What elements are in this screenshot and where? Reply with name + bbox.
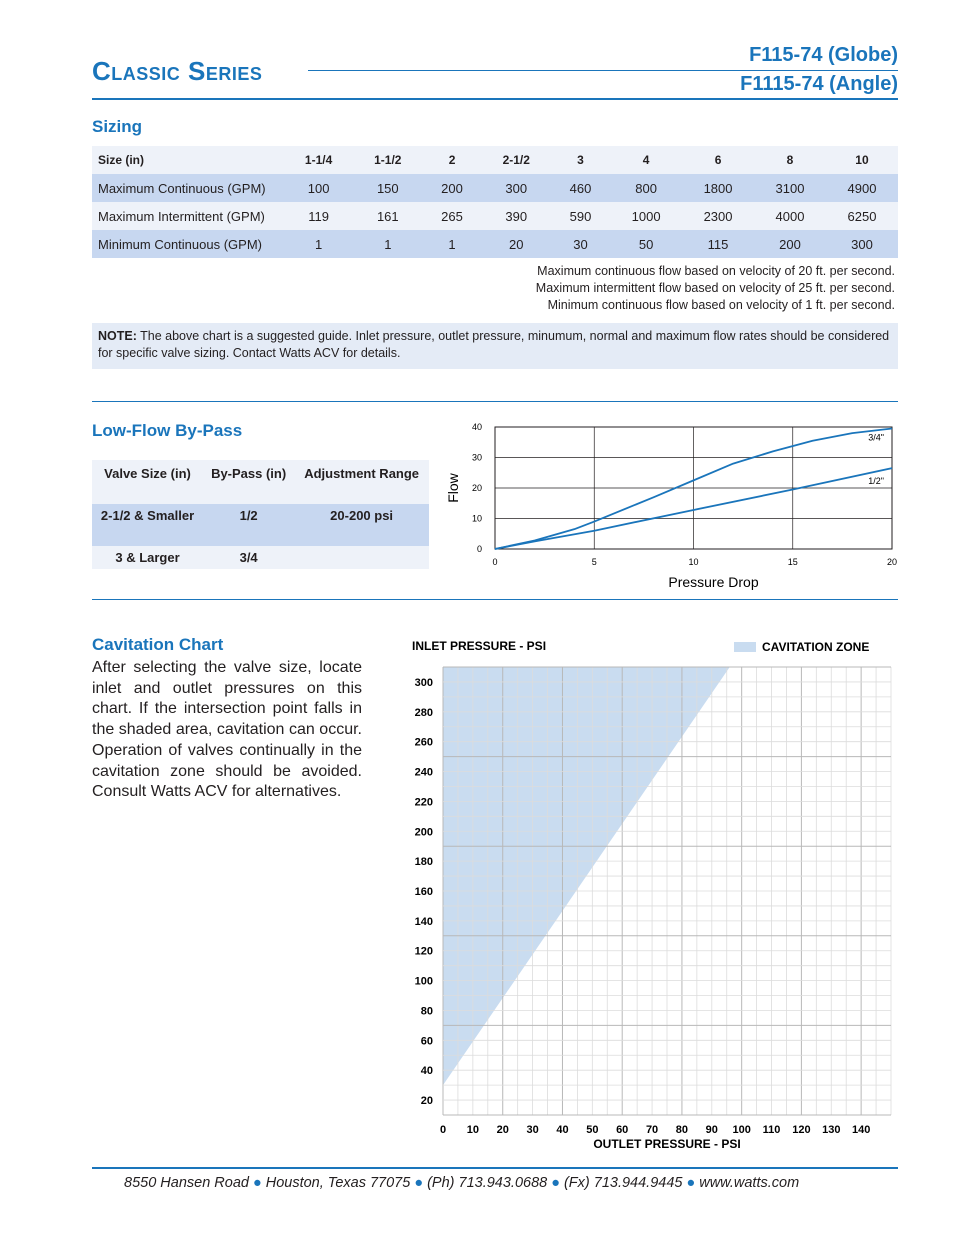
bullet-icon: ●: [252, 1175, 262, 1191]
table-cell: Valve Size (in): [92, 460, 203, 504]
table-row: [92, 504, 429, 546]
x-tick-label: 15: [787, 557, 798, 567]
x-tick-label: 0: [439, 1124, 447, 1136]
table-cell: 300: [482, 174, 551, 202]
x-tick-label: 30: [526, 1124, 539, 1136]
x-tick-label: 140: [851, 1124, 871, 1136]
table-cell: Maximum Continuous (GPM): [92, 174, 284, 202]
table-cell: 150: [353, 174, 422, 202]
footer-web[interactable]: www.watts.com: [699, 1175, 800, 1191]
table-cell: 1800: [682, 174, 754, 202]
legend-label: CAVITATION ZONE: [762, 640, 870, 654]
sizing-heading: Sizing: [92, 117, 143, 136]
table-cell: 1-1/4: [284, 146, 353, 174]
table-cell: Minimum Continuous (GPM): [92, 230, 284, 258]
y-tick-label: 40: [420, 1065, 433, 1078]
header-rule-bottom: [92, 98, 898, 100]
table-cell: Maximum Intermittent (GPM): [92, 202, 284, 230]
y-axis-label: INLET PRESSURE - PSI: [412, 639, 547, 653]
bullet-icon: ●: [551, 1175, 560, 1191]
y-tick-label: 20: [420, 1095, 433, 1108]
x-tick-label: 60: [616, 1124, 629, 1136]
x-tick-label: 100: [732, 1124, 751, 1136]
table-cell: 2-1/2 & Smaller: [92, 504, 203, 546]
sizing-notes: [536, 263, 895, 314]
cavitation-chart: [400, 635, 910, 1155]
section-divider: [92, 401, 898, 402]
table-cell: 590: [551, 202, 610, 230]
y-tick-label: 200: [414, 826, 433, 839]
table-cell: 119: [284, 202, 353, 230]
y-tick-label: 240: [414, 766, 433, 779]
x-tick-label: 130: [822, 1124, 841, 1136]
x-tick-label: 0: [492, 557, 498, 567]
footer: [124, 1175, 799, 1191]
y-axis-label: Flow: [445, 473, 461, 503]
x-tick-label: 110: [762, 1124, 781, 1136]
table-cell: Adjustment Range: [294, 460, 429, 504]
y-tick-label: 100: [414, 975, 433, 988]
x-tick-label: 70: [645, 1124, 659, 1136]
table-cell: 100: [284, 174, 353, 202]
series-label: 1/2": [868, 476, 884, 487]
y-tick-label: 300: [414, 676, 433, 689]
x-tick-label: 50: [586, 1124, 599, 1136]
section-divider: [92, 599, 898, 600]
table-cell: [294, 546, 429, 569]
footer-city: Houston, Texas 77075: [265, 1175, 411, 1191]
table-cell: Size (in): [92, 146, 284, 174]
table-cell: 161: [353, 202, 422, 230]
table-cell: 1: [353, 230, 422, 258]
cavitation-heading: Cavitation Chart: [92, 635, 224, 654]
x-tick-label: 20: [496, 1124, 509, 1136]
table-cell: 1: [284, 230, 353, 258]
note-label: NOTE:: [98, 329, 137, 343]
table-cell: 1000: [610, 202, 682, 230]
table-cell: 6250: [826, 202, 898, 230]
table-cell: 3 & Larger: [92, 546, 203, 569]
table-row: [92, 202, 898, 230]
table-cell: 1-1/2: [353, 146, 422, 174]
footer-rule: [92, 1167, 898, 1169]
table-cell: 2-1/2: [482, 146, 551, 174]
x-axis-label: OUTLET PRESSURE - PSI: [593, 1137, 741, 1151]
y-tick-label: 10: [471, 513, 482, 524]
note-text: The above chart is a suggested guide. Inlet pressure, outlet pressure, minumum, normal and maximum flow rates should be considered for specific valve sizing. Contact Watts ACV for details.: [98, 329, 890, 360]
x-tick-label: 90: [705, 1124, 718, 1136]
x-tick-label: 10: [688, 557, 699, 567]
bullet-icon: ●: [414, 1175, 424, 1191]
table-cell: 460: [551, 174, 610, 202]
y-tick-label: 60: [420, 1035, 433, 1048]
table-cell: 200: [422, 174, 481, 202]
series-label: 3/4": [868, 432, 884, 443]
table-cell: 4000: [754, 202, 826, 230]
table-cell: 3100: [754, 174, 826, 202]
table-cell: 4900: [826, 174, 898, 202]
table-cell: 20-200 psi: [294, 504, 429, 546]
y-tick-label: 30: [471, 452, 482, 463]
x-tick-label: 10: [466, 1124, 479, 1136]
y-tick-label: 140: [414, 915, 433, 928]
table-row: [92, 460, 429, 504]
header-rule: [308, 70, 898, 71]
y-tick-label: 80: [420, 1005, 433, 1018]
table-cell: 3: [551, 146, 610, 174]
table-cell: 1/2: [203, 504, 294, 546]
table-row: [92, 174, 898, 202]
model-globe: F115-74 (Globe): [749, 44, 898, 66]
table-row: [92, 146, 898, 174]
bypass-heading: Low-Flow By-Pass: [92, 421, 243, 440]
table-cell: 1: [422, 230, 481, 258]
y-tick-label: 180: [414, 856, 433, 869]
y-tick-label: 220: [414, 796, 433, 809]
table-cell: 30: [551, 230, 610, 258]
series-title: Classic Series: [92, 56, 263, 86]
footer-fax: (Fx) 713.944.9445: [563, 1175, 683, 1191]
model-angle: F1115-74 (Angle): [740, 73, 898, 95]
x-tick-label: 5: [591, 557, 597, 567]
cavitation-text: After selecting the valve size, locate inlet and outlet pressures on this chart. If the intersection point falls in the shaded area, cavitation can occur. Operation of valves continually in the cavitation zone should be avoided. Consult Watts ACV for alternatives.: [92, 659, 362, 801]
table-cell: 300: [826, 230, 898, 258]
bypass-table: [92, 460, 429, 569]
note-line: Maximum intermittent flow based on velocity of 25 ft. per second.: [535, 281, 895, 295]
table-row: [92, 230, 898, 258]
table-cell: 10: [826, 146, 898, 174]
x-axis-label: Pressure Drop: [668, 574, 759, 590]
table-cell: By-Pass (in): [203, 460, 294, 504]
table-cell: 6: [682, 146, 754, 174]
footer-address: 8550 Hansen Road: [124, 1175, 249, 1191]
y-tick-label: 40: [471, 422, 482, 432]
bullet-icon: ●: [686, 1175, 696, 1191]
x-tick-label: 80: [675, 1124, 689, 1136]
table-cell: 200: [754, 230, 826, 258]
note-line: Maximum continuous flow based on velocity of 20 ft. per second.: [537, 264, 895, 278]
y-tick-label: 160: [414, 886, 433, 898]
table-cell: 2300: [682, 202, 754, 230]
table-cell: 2: [422, 146, 481, 174]
sizing-table: [92, 146, 898, 258]
y-tick-label: 280: [414, 706, 433, 719]
table-cell: 4: [610, 146, 682, 174]
x-tick-label: 20: [886, 557, 898, 567]
table-cell: 8: [754, 146, 826, 174]
legend-swatch: [734, 642, 756, 652]
x-tick-label: 40: [556, 1124, 569, 1136]
table-row: [92, 546, 429, 569]
table-cell: 20: [482, 230, 551, 258]
table-cell: 390: [482, 202, 551, 230]
sizing-note-box: [92, 323, 898, 369]
note-line: Minimum continuous flow based on velocity of 1 ft. per second.: [547, 298, 895, 312]
y-tick-label: 0: [476, 544, 482, 554]
flow-chart: [440, 415, 910, 595]
x-tick-label: 120: [792, 1124, 811, 1136]
table-cell: 3/4: [203, 546, 294, 569]
table-cell: 800: [610, 174, 682, 202]
footer-phone: (Ph) 713.943.0688: [427, 1175, 548, 1191]
table-cell: 50: [610, 230, 682, 258]
table-cell: 265: [422, 202, 481, 230]
table-cell: 115: [682, 230, 754, 258]
y-tick-label: 20: [471, 483, 482, 493]
y-tick-label: 120: [414, 945, 433, 958]
y-tick-label: 260: [414, 736, 433, 749]
